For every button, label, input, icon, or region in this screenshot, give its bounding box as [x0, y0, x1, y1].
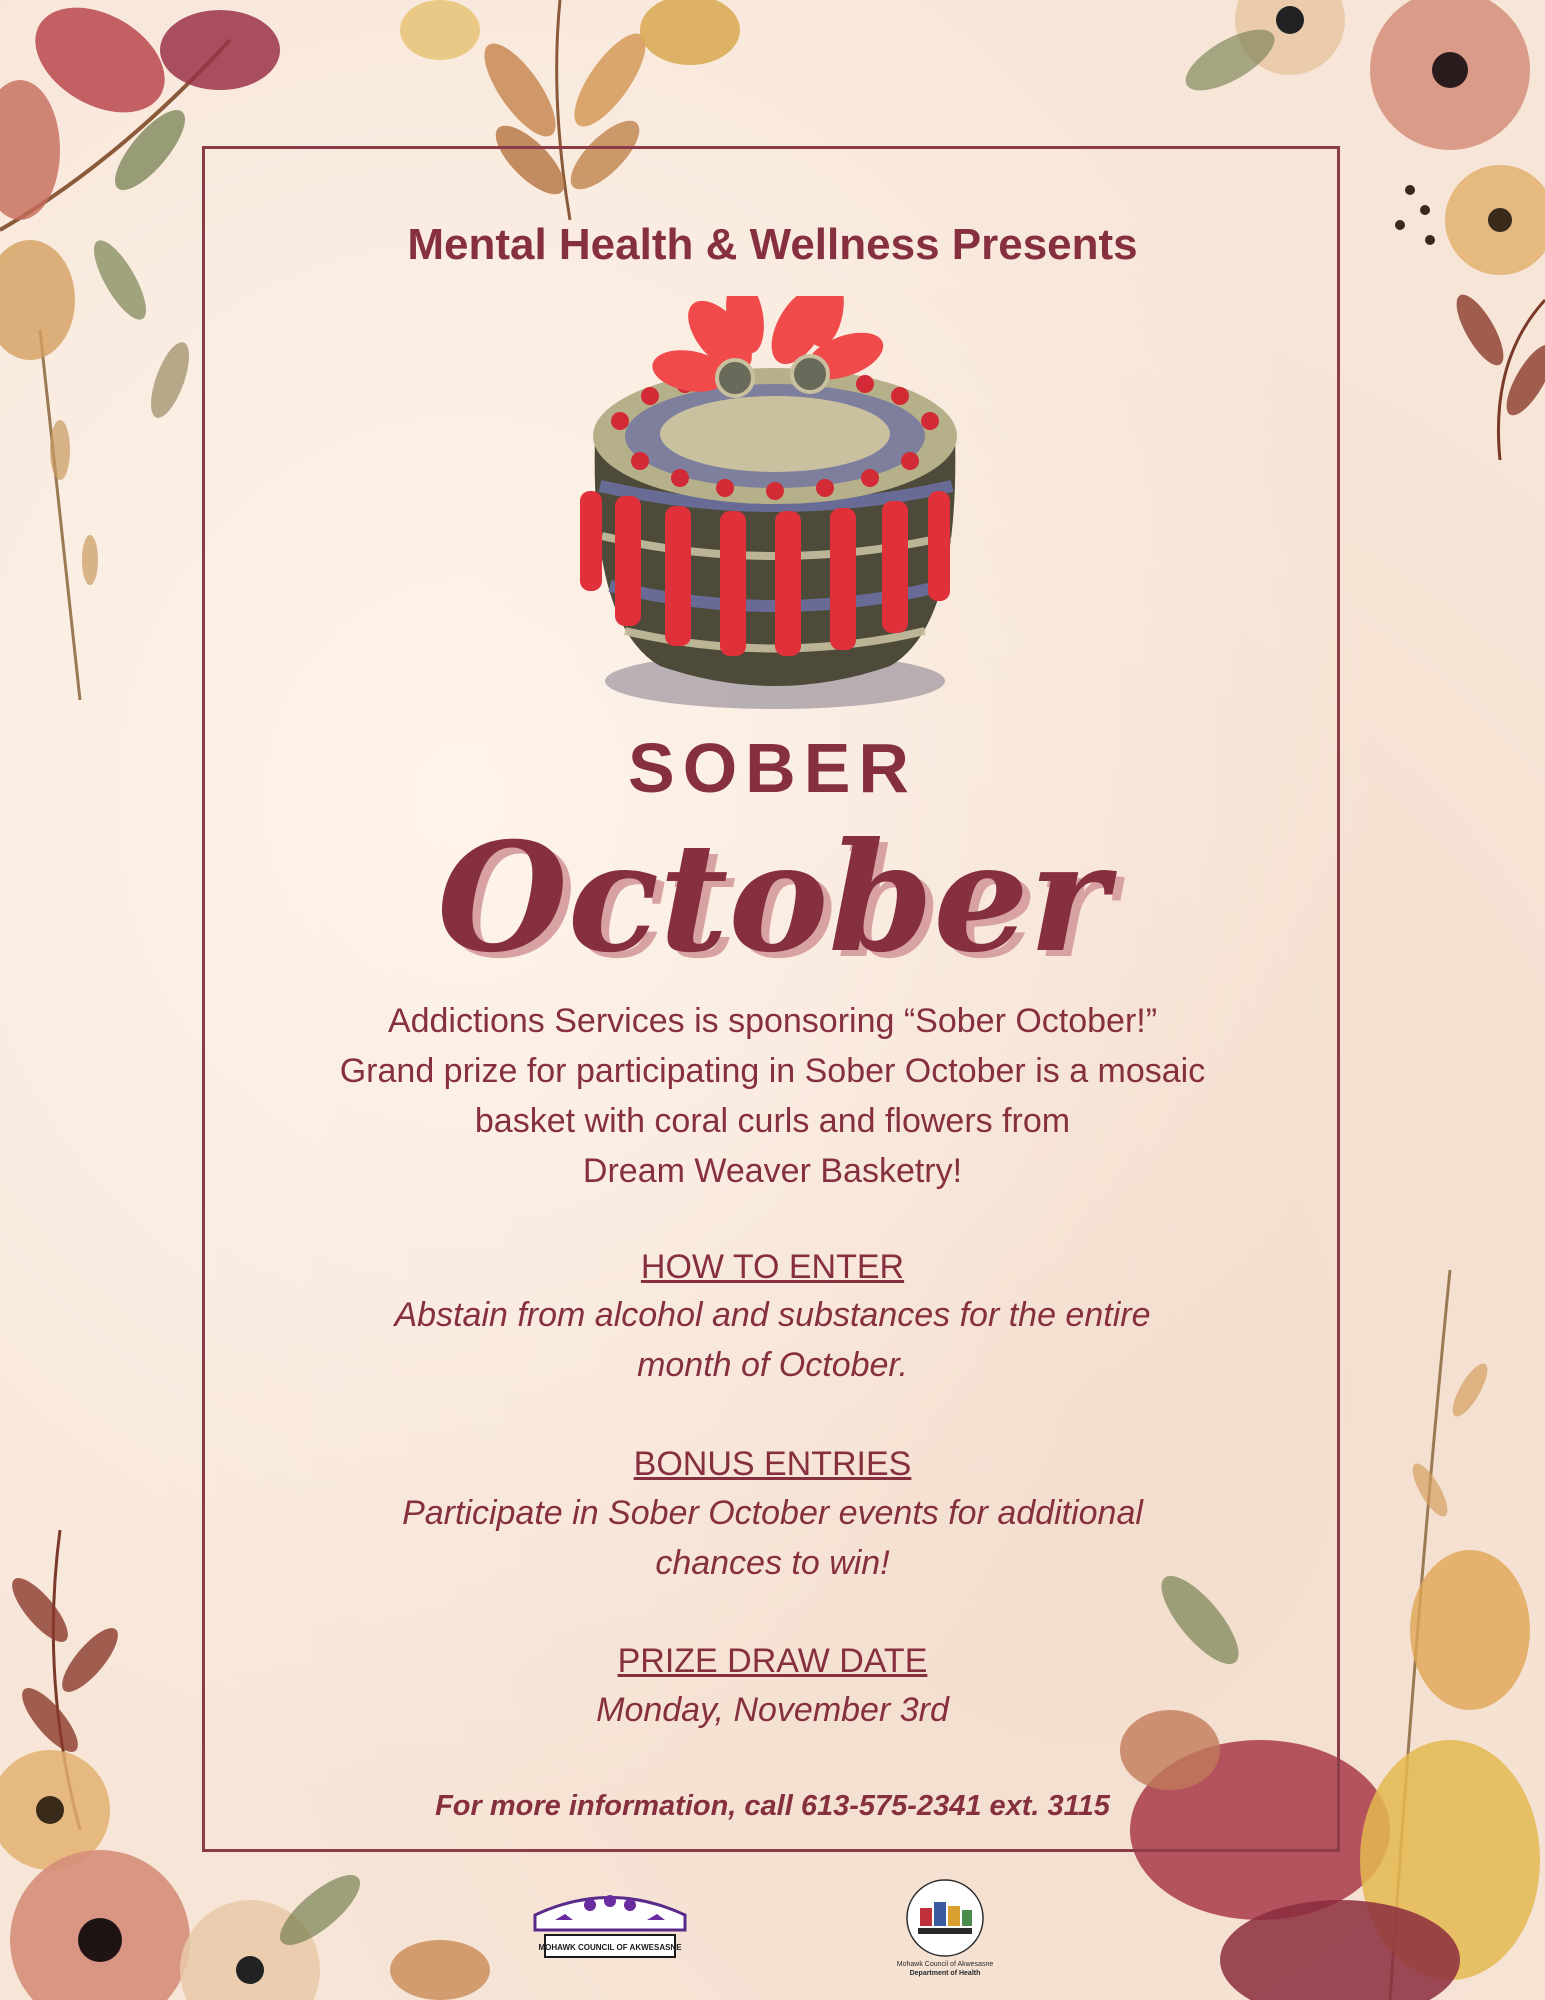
title-october: October — [437, 810, 1108, 986]
mosaic-basket-image — [560, 296, 990, 716]
intro-paragraph — [230, 996, 1315, 1196]
intro-line: Dream Weaver Basketry! — [582, 1152, 963, 1190]
contact-info: For more information, call 613-575-2341 ext. 3115 — [435, 1790, 1110, 1822]
section-line: Participate in Sober October events for additional — [402, 1494, 1143, 1532]
department-of-health-logo — [890, 1878, 1000, 1978]
intro-line: basket with coral curls and flowers from — [474, 1102, 1071, 1140]
section-line: chances to win! — [655, 1544, 890, 1582]
section-line: Abstain from alcohol and substances for the entire — [394, 1296, 1151, 1334]
mohawk-council-logo — [530, 1885, 690, 1965]
intro-line: Grand prize for participating in Sober October is a mosaic — [339, 1052, 1206, 1090]
section-line: Monday, November 3rd — [596, 1691, 949, 1729]
logo-left-text: MOHAWK COUNCIL OF AKWESASNE — [538, 1943, 682, 1952]
bonus-entries-heading: BONUS ENTRIES — [633, 1445, 912, 1483]
prize-draw-date-heading: PRIZE DRAW DATE — [617, 1642, 928, 1680]
intro-line: Addictions Services is sponsoring “Sober October!” — [387, 1002, 1158, 1040]
bonus-entries-text — [280, 1488, 1265, 1588]
presenter-heading: Mental Health & Wellness Presents — [407, 220, 1138, 269]
how-to-enter-text — [280, 1290, 1265, 1390]
prize-draw-date-text — [280, 1685, 1265, 1735]
logo-right-text: Mohawk Council of Akwesasne — [896, 1961, 994, 1968]
section-line: month of October. — [637, 1346, 908, 1384]
how-to-enter-heading: HOW TO ENTER — [640, 1248, 905, 1286]
logo-right-subtext: Department of Health — [909, 1970, 981, 1977]
title-sober: SOBER — [628, 729, 917, 807]
